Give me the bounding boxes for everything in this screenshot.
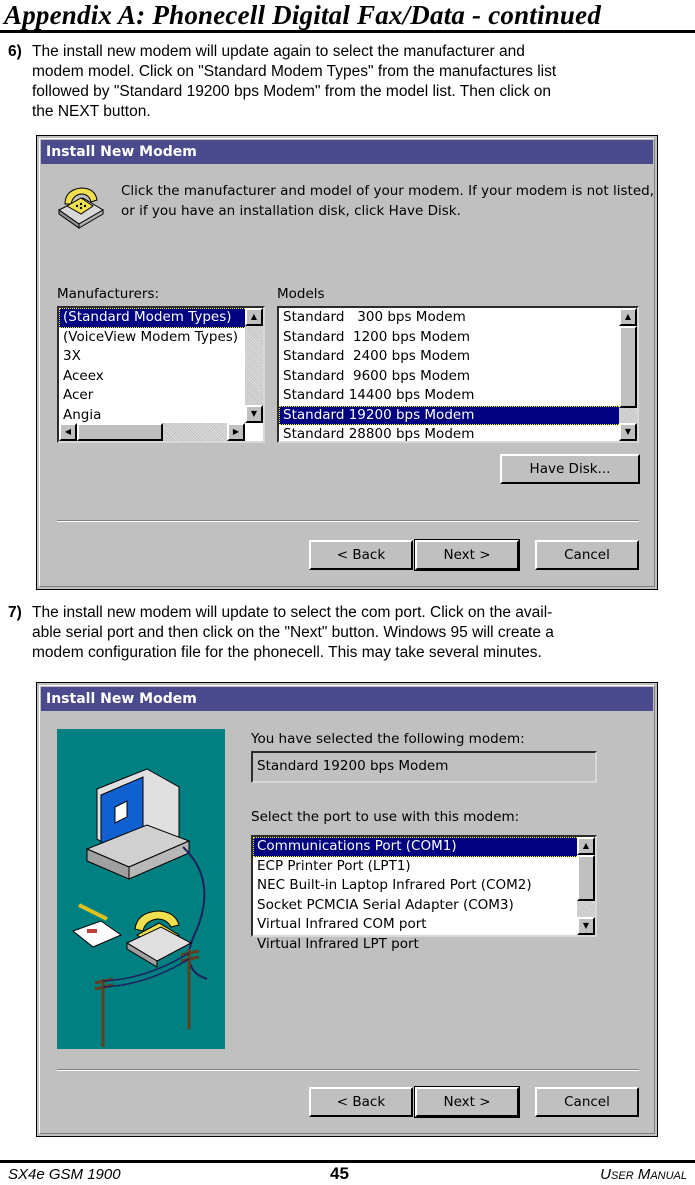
list-item[interactable]: Standard 300 bps Modem <box>283 309 466 325</box>
list-item[interactable]: Acer <box>63 387 94 403</box>
vertical-scrollbar[interactable] <box>619 308 637 441</box>
step-7 <box>8 603 688 663</box>
port-label: Select the port to use with this modem: <box>251 809 520 825</box>
footer-rule <box>0 1160 695 1163</box>
ports-list[interactable] <box>251 835 597 952</box>
scroll-up-icon[interactable]: ▲ <box>245 308 263 326</box>
ports-rows <box>253 837 595 954</box>
cancel-button[interactable]: Cancel <box>535 540 639 570</box>
models-list[interactable] <box>277 306 639 443</box>
list-item[interactable]: Standard 28800 bps Modem <box>283 426 475 442</box>
list-item[interactable]: Virtual Infrared LPT port <box>257 935 419 952</box>
list-item[interactable]: NEC Built-in Laptop Infrared Port (COM2) <box>257 877 532 893</box>
vertical-scrollbar[interactable] <box>577 837 595 935</box>
scroll-left-icon[interactable]: ◀ <box>59 423 77 441</box>
step-6 <box>8 42 688 122</box>
models-rows <box>279 308 637 445</box>
vertical-scrollbar[interactable] <box>245 308 263 423</box>
next-button[interactable]: Next > <box>415 540 519 570</box>
scroll-down-icon[interactable]: ▼ <box>245 405 263 423</box>
list-item[interactable]: Standard 2400 bps Modem <box>283 348 471 364</box>
manufacturers-label: Manufacturers: <box>57 286 160 302</box>
list-item[interactable]: 3X <box>63 348 81 364</box>
scroll-down-icon[interactable]: ▼ <box>619 423 637 441</box>
list-item[interactable]: (Standard Modem Types) <box>59 308 263 328</box>
list-item[interactable]: Standard 1200 bps Modem <box>283 328 471 345</box>
scroll-up-icon[interactable]: ▲ <box>619 308 637 326</box>
list-item[interactable]: Angia <box>63 406 102 423</box>
scroll-up-icon[interactable]: ▲ <box>577 837 595 855</box>
list-item[interactable]: Communications Port (COM1) <box>253 837 595 857</box>
title-rule <box>0 30 695 33</box>
scroll-thumb[interactable] <box>619 326 637 408</box>
selected-modem-label: You have selected the following modem: <box>251 731 525 747</box>
list-item[interactable]: Aceex <box>63 367 104 384</box>
modem-phone-icon <box>55 180 107 230</box>
models-label: Models <box>277 286 325 302</box>
back-button[interactable]: < Back <box>309 1087 413 1117</box>
manufacturers-list[interactable] <box>57 306 265 443</box>
instructions-line-2: or if you have an installation disk, click Have Disk. <box>121 203 461 219</box>
selected-modem-field: Standard 19200 bps Modem <box>251 751 597 783</box>
step-number: 7) <box>8 604 22 621</box>
page-number: 45 <box>330 1164 349 1183</box>
list-item[interactable]: Standard 19200 bps Modem <box>279 406 637 426</box>
step-text: The install new modem will update again to select the manufacturer and modem model. Click on "Standard Modem Types" from the manufactures list followed by "Standard 19200 bps Modem" from the model list. Then click on the NEXT button. <box>32 43 557 120</box>
separator <box>57 520 639 522</box>
install-modem-dialog-port <box>36 682 658 1137</box>
back-button[interactable]: < Back <box>309 540 413 570</box>
cancel-button[interactable]: Cancel <box>535 1087 639 1117</box>
footer-product: SX4e GSM 1900 <box>8 1166 121 1183</box>
footer-manual: USER MANUAL <box>600 1166 687 1183</box>
step-text: The install new modem will update to select the com port. Click on the avail- able serial port and then click on the "Next" button. Windows 95 will create a modem configuration file for the phonecell. This may take several minutes. <box>32 604 554 661</box>
list-item[interactable]: Virtual Infrared COM port <box>257 916 427 932</box>
scroll-thumb[interactable] <box>577 855 595 901</box>
scroll-right-icon[interactable]: ▶ <box>227 423 245 441</box>
dialog-titlebar: Install New Modem <box>41 687 653 711</box>
scroll-thumb[interactable] <box>77 423 163 441</box>
separator <box>57 1069 639 1071</box>
horizontal-scrollbar[interactable] <box>59 423 245 441</box>
page-title: Appendix A: Phonecell Digital Fax/Data - continued <box>4 0 602 30</box>
list-item[interactable]: Socket PCMCIA Serial Adapter (COM3) <box>257 896 514 913</box>
computer-phone-illustration <box>57 729 225 1049</box>
list-item[interactable]: (VoiceView Modem Types) <box>63 328 239 345</box>
have-disk-button[interactable]: Have Disk... <box>500 454 640 484</box>
install-modem-dialog-manufacturer <box>36 135 658 590</box>
next-button[interactable]: Next > <box>415 1087 519 1117</box>
dialog-titlebar: Install New Modem <box>41 140 653 164</box>
list-item[interactable]: ECP Printer Port (LPT1) <box>257 857 411 874</box>
list-item[interactable]: Standard 14400 bps Modem <box>283 387 475 403</box>
step-number: 6) <box>8 43 22 60</box>
manufacturers-rows <box>59 308 263 425</box>
scroll-down-icon[interactable]: ▼ <box>577 917 595 935</box>
list-item[interactable]: Standard 9600 bps Modem <box>283 367 471 384</box>
instructions-line-1: Click the manufacturer and model of your modem. If your modem is not listed, <box>121 183 654 199</box>
